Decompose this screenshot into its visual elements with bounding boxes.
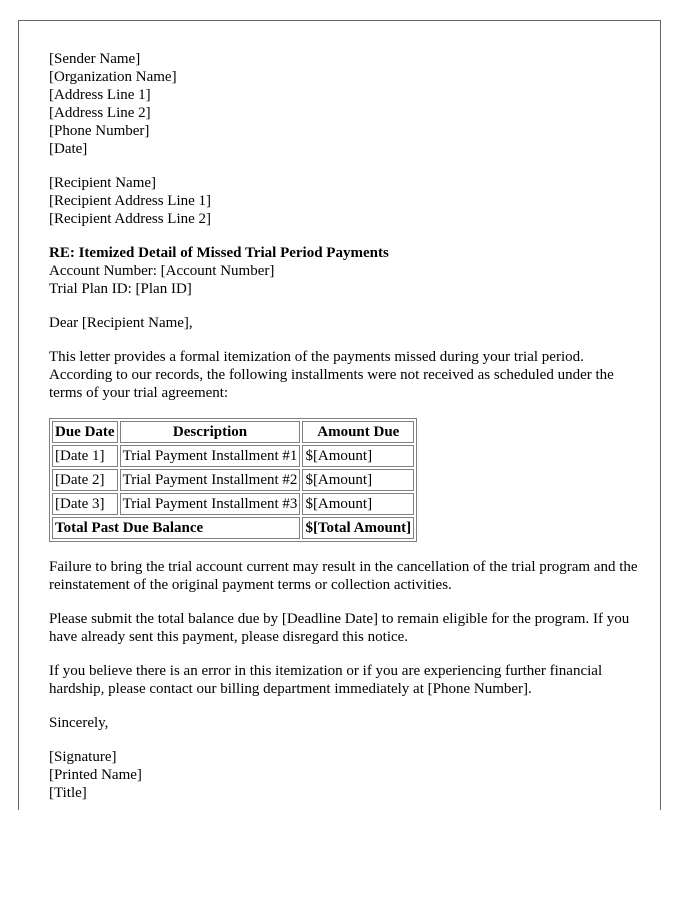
deadline-paragraph: Please submit the total balance due by [Deadline Date] to remain eligible for the program. If you have already sent this payment, please disregard this notice. [49, 611, 630, 645]
recipient-block [49, 174, 639, 228]
subject-line: RE: Itemized Detail of Missed Trial Period Payments [49, 245, 389, 261]
table-row [52, 469, 414, 491]
signature: [Signature] [49, 749, 117, 765]
row-amount: $[Amount] [302, 469, 414, 491]
row-amount: $[Amount] [302, 445, 414, 467]
recipient-address-line-1: [Recipient Address Line 1] [49, 193, 212, 209]
consequence-paragraph: Failure to bring the trial account current may result in the cancellation of the trial program and the reinstatement of the original payment terms or collection activities. [49, 559, 638, 593]
recipient-address-line-2: [Recipient Address Line 2] [49, 211, 212, 227]
table-total-row [52, 517, 414, 539]
header-amount-due: Amount Due [302, 421, 414, 443]
signer-title: [Title] [49, 785, 87, 801]
row-description: Trial Payment Installment #1 [120, 445, 301, 467]
sender-organization: [Organization Name] [49, 69, 177, 85]
missed-payments-table [49, 418, 417, 542]
subject-block [49, 244, 639, 298]
total-amount: $[Total Amount] [302, 517, 414, 539]
table-header-row [52, 421, 414, 443]
sender-address-line-2: [Address Line 2] [49, 105, 151, 121]
header-due-date: Due Date [52, 421, 118, 443]
letter-page [18, 20, 661, 810]
row-amount: $[Amount] [302, 493, 414, 515]
total-label: Total Past Due Balance [52, 517, 300, 539]
intro-paragraph: This letter provides a formal itemization of the payments missed during your trial period. According to our records, the following installments were not received as scheduled under the terms of your trial agreement: [49, 349, 614, 401]
sender-name: [Sender Name] [49, 51, 141, 67]
signature-block [49, 748, 639, 802]
row-due-date: [Date 3] [52, 493, 118, 515]
row-description: Trial Payment Installment #2 [120, 469, 301, 491]
table-row [52, 445, 414, 467]
recipient-name: [Recipient Name] [49, 175, 157, 191]
account-number: Account Number: [Account Number] [49, 263, 275, 279]
row-description: Trial Payment Installment #3 [120, 493, 301, 515]
sender-address-line-1: [Address Line 1] [49, 87, 151, 103]
row-due-date: [Date 2] [52, 469, 118, 491]
closing: Sincerely, [49, 715, 109, 731]
row-due-date: [Date 1] [52, 445, 118, 467]
printed-name: [Printed Name] [49, 767, 142, 783]
sender-phone: [Phone Number] [49, 123, 150, 139]
letter-content [49, 50, 639, 810]
table-row [52, 493, 414, 515]
sender-block [49, 50, 639, 158]
header-description: Description [120, 421, 301, 443]
trial-plan-id: Trial Plan ID: [Plan ID] [49, 281, 192, 297]
salutation: Dear [Recipient Name], [49, 315, 193, 331]
letter-date: [Date] [49, 141, 88, 157]
contact-paragraph: If you believe there is an error in this itemization or if you are experiencing further financial hardship, please contact our billing department immediately at [Phone Number]. [49, 663, 603, 697]
